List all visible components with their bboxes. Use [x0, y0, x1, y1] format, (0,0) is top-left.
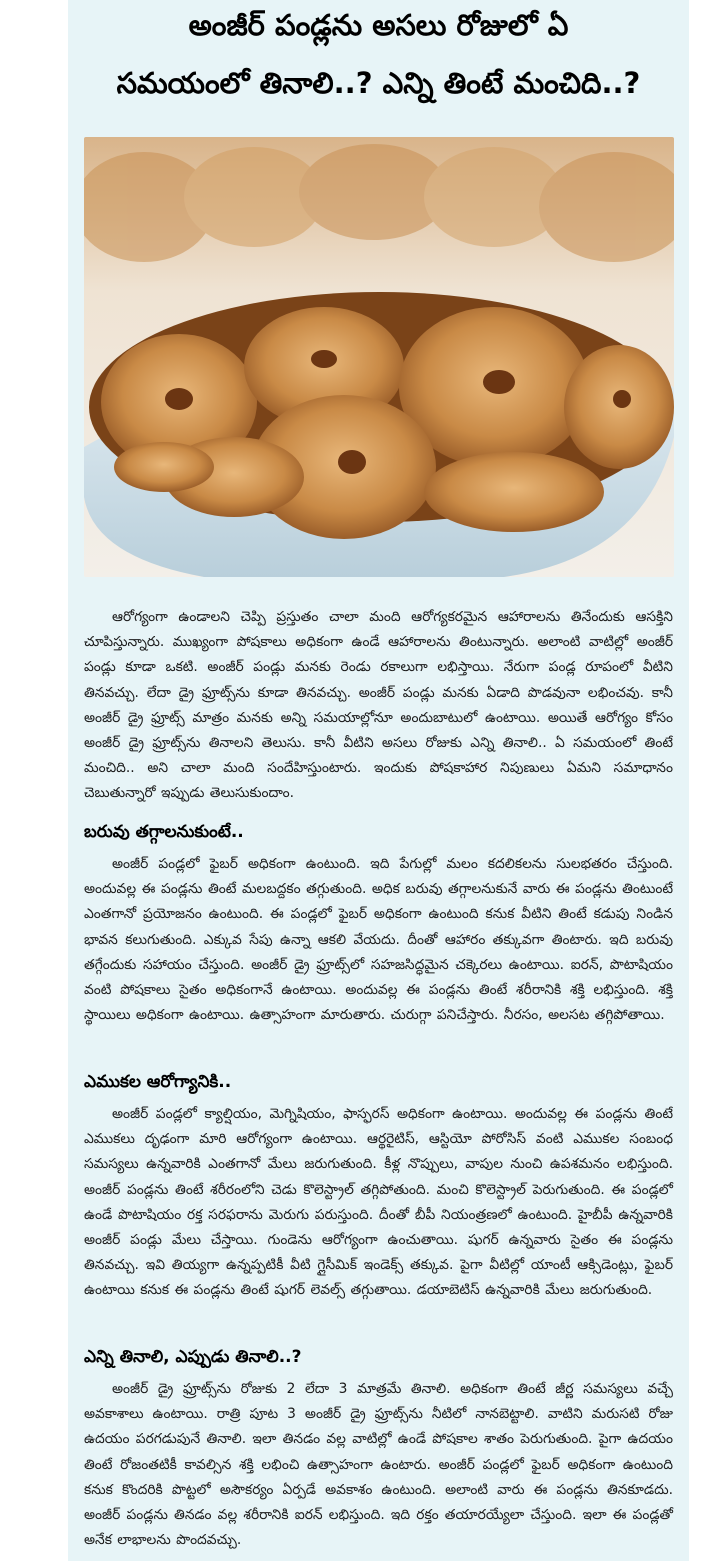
section-paragraph: అంజీర్ పండ్లలో క్యాల్షియం, మెగ్నిషియం, ఫాస్ఫరస్ అధికంగా ఉంటాయి. అందువల్ల ఈ పండ్లను తింటే ఎముకలు దృఢంగా మారి ఆరోగ్యంగా ఉంటాయి. ఆర్థరైటిస్, ఆస్టియో పోరోసిస్ వంటి ఎముకల సంబంధ సమస్యలు ఉన్నవారికి ఎంతగానో మేలు జరుగుతుంది. కీళ్ల నొప్పులు, వాపుల నుంచి ఉపశమనం లభిస్తుంది. అంజీర్ పండ్లను తింటే శరీరంలోని చెడు కొలెస్ట్రాల్ తగ్గిపోతుంది. మంచి కొలెస్ట్రాల్ పెరుగుతుంది. ఈ పండ్లలో ఉండే పొటాషియం రక్త సరఫరాను మెరుగు పరుస్తుంది. దీంతో బీపీ నియంత్రణలో ఉంటుంది. హైబీపీ ఉన్నవారికి అంజీర్ పండ్లు మేలు చేస్తాయి. గుండెను ఆరోగ్యంగా ఉంచుతాయి. షుగర్ ఉన్నవారు సైతం ఈ పండ్లను తినవచ్చు. ఇవి తియ్యగా ఉన్నప్పటికీ వీటి గ్లైసీమిక్ ఇండెక్స్ తక్కువ. పైగా వీటిల్లో యాంటీ ఆక్సిడెంట్లు, ఫైబర్ ఉంటాయి కనుక ఈ పండ్లను తింటే షుగర్ లెవల్స్ తగ్గుతాయి. డయాబెటిస్ ఉన్నవారికి మేలు జరుగుతుంది. — [84, 1106, 673, 1299]
dried-figs-bowl-photo — [84, 137, 674, 577]
intro-section — [84, 605, 673, 807]
section-heading: ఎముకల ఆరోగ్యానికి.. — [84, 1072, 232, 1092]
quantity-timing-section — [84, 1343, 673, 1553]
headline-line-1: అంజీర్ పండ్లను అసలు రోజులో ఏ — [188, 8, 569, 42]
section-paragraph: అంజీర్ డ్రై ఫ్రూట్స్‌ను రోజుకు 2 లేదా 3 మాత్రమే తినాలి. అధికంగా తింటే జీర్ణ సమస్యలు వచ్చే అవకాశాలు ఉంటాయి. రాత్రి పూట 3 అంజీర్ డ్రై ఫ్రూట్స్‌ను నీటిలో నానబెట్టాలి. వాటిని మరుసటి రోజు ఉదయం పరగడుపునే తినాలి. ఇలా తినడం వల్ల వాటిల్లో ఉండే పోషకాల శాతం పెరుగుతుంది. పైగా ఉదయం తింటే రోజంతటికీ కావల్సిన శక్తి లభించి ఉత్సాహంగా ఉంటారు. అంజీర్ పండ్లలో ఫైబర్ అధికంగా ఉంటుంది కనుక కొందరికి పొట్టలో అసౌకర్యం ఏర్పడే అవకాశం ఉంటుంది. అలాంటి వారు ఈ పండ్లను తినకూడదు. అంజీర్ పండ్లను తినడం వల్ల శరీరానికి ఐరన్ లభిస్తుంది. ఇది రక్తం తయారయ్యేలా చేస్తుంది. ఇలా ఈ పండ్లతో అనేక లాభాలను పొందవచ్చు. — [84, 1381, 673, 1549]
dried-figs-bowl-icon — [84, 137, 674, 577]
section-heading: ఎన్ని తినాలి, ఎప్పుడు తినాలి..? — [84, 1347, 302, 1367]
bone-health-section — [84, 1068, 673, 1304]
intro-paragraph: ఆరోగ్యంగా ఉండాలని చెప్పి ప్రస్తుతం చాలా మంది ఆరోగ్యకరమైన ఆహారాలను తినేందుకు ఆసక్తిని చూపిస్తున్నారు. ముఖ్యంగా పోషకాలు అధికంగా ఉండే ఆహారాలను తింటున్నారు. అలాంటి వాటిల్లో అంజీర్ పండ్లు కూడా ఒకటి. అంజీర్ పండ్లు మనకు రెండు రకాలుగా లభిస్తాయి. నేరుగా పండ్ల రూపంలో వీటిని తినవచ్చు. లేదా డ్రై ఫ్రూట్స్‌ను కూడా తినవచ్చు. అంజీర్ పండ్లు మనకు ఏడాది పొడవునా లభించవు. కానీ అంజీర్ డ్రై ఫ్రూట్స్ మాత్రం మనకు అన్ని సమయాల్లోనూ అందుబాటులో ఉంటాయి. అయితే ఆరోగ్యం కోసం అంజీర్ డ్రై ఫ్రూట్స్‌ను తినాలని తెలుసు. కానీ వీటిని అసలు రోజుకు ఎన్ని తినాలి.. ఏ సమయంలో తింటే మంచిది.. అని చాలా మంది సందేహిస్తుంటారు. ఇందుకు పోషకాహార నిపుణులు ఏమని సమాధానం చెబుతున్నారో ఇప్పుడు తెలుసుకుందాం. — [84, 609, 673, 802]
article-headline — [68, 0, 689, 112]
headline-line-2: సమయంలో తినాలి..? ఎన్ని తింటే మంచిది..? — [116, 66, 641, 100]
section-paragraph: అంజీర్ పండ్లలో ఫైబర్ అధికంగా ఉంటుంది. ఇది పేగుల్లో మలం కదలికలను సులభతరం చేస్తుంది. అందువల్ల ఈ పండ్లను తింటే మలబద్దకం తగ్గుతుంది. అధిక బరువు తగ్గాలనుకునే వారు ఈ పండ్లను తింటుంటే ఎంతగానో ప్రయోజనం ఉంటుంది. ఈ పండ్లలో ఫైబర్ అధికంగా ఉంటుంది కనుక వీటిని తింటే కడుపు నిండిన భావన కలుగుతుంది. ఎక్కువ సేపు ఉన్నా ఆకలి వేయదు. దీంతో ఆహారం తక్కువగా తింటారు. ఇది బరువు తగ్గేందుకు సహాయం చేస్తుంది. అంజీర్ డ్రై ఫ్రూట్స్‌లో సహజసిద్ధమైన చక్కెరలు ఉంటాయి. ఐరన్, పొటాషియం వంటి పోషకాలు సైతం అధికంగానే ఉంటాయి. అందువల్ల ఈ పండ్లను తింటే శరీరానికి శక్తి లభిస్తుంది. శక్తి స్థాయిలు అధికంగా ఉంటాయి. ఉత్సాహంగా మారుతారు. చురుగ్గా పనిచేస్తారు. నీరసం, అలసట తగ్గిపోతాయి. — [84, 856, 673, 1024]
section-heading: బరువు తగ్గాలనుకుంటే.. — [84, 822, 244, 842]
page-margin — [689, 0, 728, 1561]
weight-loss-section — [84, 818, 673, 1028]
